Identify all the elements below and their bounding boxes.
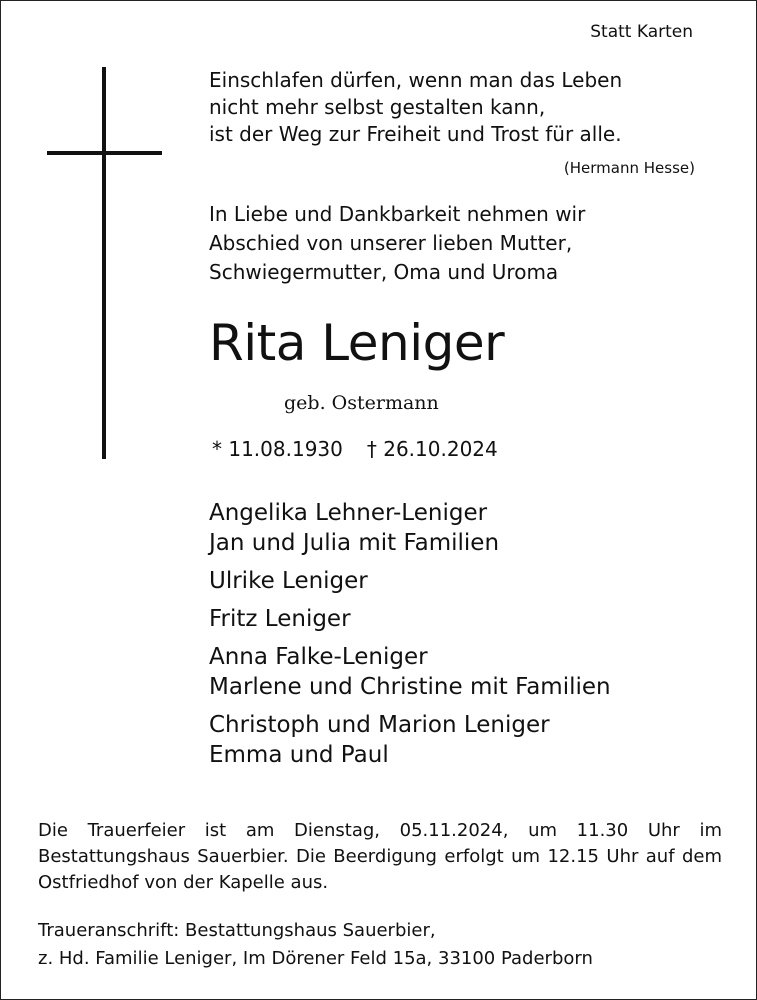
death-date: † 26.10.2024	[366, 437, 498, 461]
family-member: Jan und Julia mit Familien	[209, 530, 500, 556]
life-dates	[212, 437, 498, 461]
family-member: Emma und Paul	[209, 742, 389, 768]
family-list	[209, 498, 611, 778]
family-group	[209, 604, 611, 634]
family-group	[209, 642, 611, 702]
poem-line: nicht mehr selbst gestalten kann,	[209, 95, 546, 119]
cross-icon-horizontal	[47, 151, 162, 155]
intro-text	[209, 200, 585, 287]
funeral-notice: Die Trauerfeier ist am Dienstag, 05.11.2024, um 11.30 Uhr im Bestattungshaus Sauerbier. Die Beerdigung erfolgt um 12.15 Uhr auf dem Ostfriedhof von der Kapelle aus.	[38, 820, 722, 893]
family-member: Fritz Leniger	[209, 606, 351, 632]
statt-karten-label: Statt Karten	[590, 22, 693, 42]
mourning-address	[38, 917, 593, 973]
intro-line: Abschied von unserer lieben Mutter,	[209, 231, 573, 255]
poem	[209, 67, 622, 148]
family-group	[209, 498, 611, 558]
cross-icon-vertical	[102, 67, 106, 459]
birth-name: geb. Ostermann	[284, 392, 439, 414]
family-member: Angelika Lehner-Leniger	[209, 500, 488, 526]
family-group	[209, 566, 611, 596]
deceased-name: Rita Leniger	[209, 314, 505, 372]
family-member: Ulrike Leniger	[209, 568, 368, 594]
family-member: Christoph und Marion Leniger	[209, 712, 550, 738]
intro-line: In Liebe und Dankbarkeit nehmen wir	[209, 202, 586, 226]
poem-line: Einschlafen dürfen, wenn man das Leben	[209, 68, 623, 92]
family-member: Anna Falke-Leniger	[209, 644, 428, 670]
intro-line: Schwiegermutter, Oma und Uroma	[209, 260, 559, 284]
family-member: Marlene und Christine mit Familien	[209, 674, 611, 700]
poem-line: ist der Weg zur Freiheit und Trost für alle.	[209, 122, 622, 146]
family-group	[209, 710, 611, 770]
poem-author: (Hermann Hesse)	[563, 159, 695, 177]
address-line: Traueranschrift: Bestattungshaus Sauerbier,	[38, 920, 436, 941]
address-line: z. Hd. Familie Leniger, Im Dörener Feld 15a, 33100 Paderborn	[38, 948, 593, 969]
birth-date: * 11.08.1930	[212, 437, 343, 461]
